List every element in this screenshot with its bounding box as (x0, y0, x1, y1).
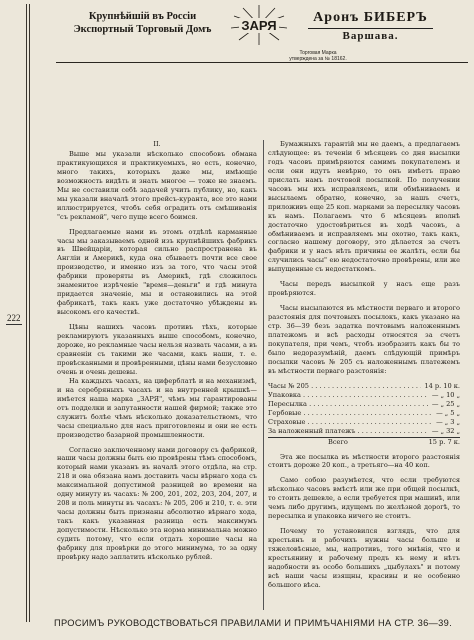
price-row (268, 418, 460, 427)
price-row (268, 391, 460, 400)
price-total-value: 15 р. 7 к. (428, 437, 460, 446)
header-owner-block (288, 10, 453, 42)
footer-note: ПРОСИМЪ РУКОВОДСТВОВАТЬСЯ ПРАВИЛАМИ И ПРИМѢЧАНIЯМИ НА СТР. 36—39. (54, 618, 452, 628)
price-label: Страховые . . . (268, 418, 433, 427)
price-label: Часы № 205 . . . (268, 382, 421, 391)
price-row (268, 382, 460, 391)
price-value: 14 р. 10 к. (424, 381, 460, 390)
section-number: II. (153, 140, 161, 148)
price-value: — „ 32 „ (431, 426, 460, 435)
price-row (268, 409, 460, 418)
price-label: Гербовые . . . (268, 409, 433, 418)
right-paragraph: Часы высылаются въ мѣстности перваго и второго разстоянiя для почтовыхъ посылокъ, какъ указано на стр. 36—39 безъ задатка почтовымъ наложеннымъ платежомъ и всѣ расходы относятся за счетъ покупателя, при чемъ, чтобъ изобразить какъ бы то было недоразумѣнiй, даемъ слѣдующiй примѣръ посылки часовъ № 205 съ наложеннымъ платежемъ въ мѣстности перваго разстоянiя: (268, 304, 460, 375)
header-owner-name: Аронъ БИБЕРЪ (313, 10, 428, 25)
right-paragraph: Почему то установился взглядъ, что для крестьянъ и рабочихъ нужны часы больше и тяжеловѣсные, мы, напротивъ, того мнѣнiя, что и крестьянину и рабочему предъ къ нему и нѣтъ надобности въ особо большихъ „цыбулахъ" и потому всѣ наши часы изящны, красивы и не особенно большого вѣса. (268, 527, 460, 589)
left-paragraph: Согласно заключенному нами договору съ фабрикой, наши часы должны быть ею провѣрены тѣмъ способомъ, который нами указанъ въ началѣ этого отдѣла, на стр. 218 и она обязана намъ доставить часы вѣрнаго хода съ максимальной допустимой разницей во времени на одну минуту въ часахъ: № 200, 201, 202, 203, 204, 207, и 208 и поль минуты въ часахъ: № 205, 206 и 210, т. е. эти часы должны быть признаны абсолютно вѣрнаго хода, такъ какъ указанная разница есть максимумъ допустимости. Нѣсколько эта норма минимальна можно судить потому, что если отдать хорошие часы на фабрику для провѣрки до этого минимума, то за одну провѣрку надо заплатить нѣсколько рублей. (57, 445, 257, 561)
right-paragraph: Эта же посылка въ мѣстности второго разстоянiя стоитъ дороже 20 коп., а третьяго—на 40 коп. (268, 452, 460, 470)
trademark-note (268, 50, 368, 62)
header-left-line1: Крупнѣйшiй въ Россiи (88, 11, 197, 22)
trademark-line2: утверждена за № 18162. (289, 56, 347, 62)
header-rule (56, 62, 468, 63)
page-frame-line (26, 4, 27, 622)
price-label: Пересылка . . . (268, 400, 429, 409)
price-label: Упаковка . . . (268, 391, 429, 400)
price-row (268, 400, 460, 409)
price-row (268, 427, 460, 436)
zarya-logo (229, 4, 289, 46)
price-total-label: Всего (328, 437, 348, 446)
right-paragraph: Само собою разумѣется, что если требуются нѣсколько часовъ вмѣстѣ или же при общей посылкѣ, то стоить дешевле, а если требуется при машинѣ, или чемъ либо другимъ, идущемъ по желѣзной дорогѣ, то пересылка и упаковка ничего не стоитъ. (268, 476, 460, 521)
right-paragraph: Часы передъ высылкой у насъ еще разъ провѣряются. (268, 280, 460, 298)
left-paragraph: Выше мы указали нѣсколько способовъ обмана практикующихся и практикуемыхъ, но есть, конечно, много такихъ, которыхъ даже мы, имѣющiе возможность видѣть и знать многое — тоже не знаемъ. Мы не составили себѣ задачей учить публику, но, какъ мы указали вначалѣ этого прейсъ-куранта, все это нами иллюстрируется, чтобъ себя оградить отъ смѣшиванiя "съ рекламой", чего пуще всего боимся. (57, 149, 257, 221)
header-left-line2: Экспортный Торговый Домъ (73, 24, 212, 35)
left-paragraph: Предлагаемые нами въ этомъ отдѣлѣ карманные часы мы заказываемъ одной изъ крупнѣйшихъ фабрикъ въ Швейцарiи, которая сильно распространена въ Англiи и Америкѣ, куда она сбываетъ почти все свое производство, и именно изъ за того, что часы этой фабрики проверяты въ Америкѣ, гдѣ сложилось знаменитое изрѣченiе "время—деньги" и гдѣ минута придается значенiе, мы и остановились на этой фабрикатѣ, такъ какъ уже достаточно убѣждены въ высокомъ его качествѣ. (57, 227, 257, 317)
price-value: — „ 3 „ (436, 417, 460, 426)
page-frame-line-inner (29, 4, 30, 622)
price-value: — „ 10 „ (431, 390, 460, 399)
column-separator (263, 140, 264, 610)
price-value: — „ 5 „ (436, 408, 460, 417)
page-number-rule (6, 324, 22, 325)
price-example-table (268, 382, 460, 447)
logo-word: ЗАРЯ (241, 18, 277, 33)
left-column (57, 140, 257, 562)
header-company-block (55, 10, 230, 36)
left-paragraph: На каждыхъ часахъ, на циферблатѣ и на механизмѣ, и на серебряныхъ часахъ и на внутренней крышкѣ—имѣется наша марка „ЗАРЯ", чѣмъ мы гарантированы отъ подделки и запутанности нашей фирмой; также это служитъ болѣе чѣмъ нѣсколько доказательствомъ, что часы специально для насъ приготовлены и они не есть производство базарной промышленности. (57, 376, 257, 439)
left-paragraph: Цѣны нашихъ часовъ противъ тѣхъ, которые рекламируютъ указанныхъ выше способомъ, конечно, дороже, но рекламные часы нельзя назвать часами, а въ сравненiи съ такими же часами, какъ наши, т. е. провѣсканными и провѣренными, цѣны нами безусловно очень и очень дешевы. (57, 323, 257, 376)
trademark-line1: Торговая Марка (299, 50, 337, 56)
right-paragraph: Бумажныхъ гарантiй мы не даемъ, а предлагаемъ слѣдующее: въ теченiи 6 мѣсяцевъ со дня высылки годъ часовъ примѣряются самимъ покупателемъ и если они идутъ невѣрно, то онъ имѣетъ право прислать намъ почтовой посылкой. По получении часовъ мы ихъ исправляемъ, или обмѣниваемъ и высылаемъ обратно, конечно, за нашъ счетъ, приложивъ еще 25 коп. марками за пересылку часовъ къ намъ. Полагаемъ что 6 мѣсяцевъ вполнѣ достаточно удостовѣриться въ ходѣ часовъ, а обмѣниваемъ и исправляемъ мы охотно, такъ какъ, согласно нашему договору, это дѣлается за счетъ фабрики и у насъ нѣть причины ее жалѣть, если бы случились часы" ею недостаточно провѣрены, или же выпущенные съ недостаткомъ. (268, 140, 460, 274)
page-number: 222 (7, 313, 21, 323)
header-city: Варшава. (308, 28, 433, 42)
price-value: — „ 25 „ (431, 399, 460, 408)
price-total-row (268, 437, 460, 447)
price-label: За наложенный платежъ . . . (268, 427, 429, 436)
right-column (268, 140, 460, 590)
